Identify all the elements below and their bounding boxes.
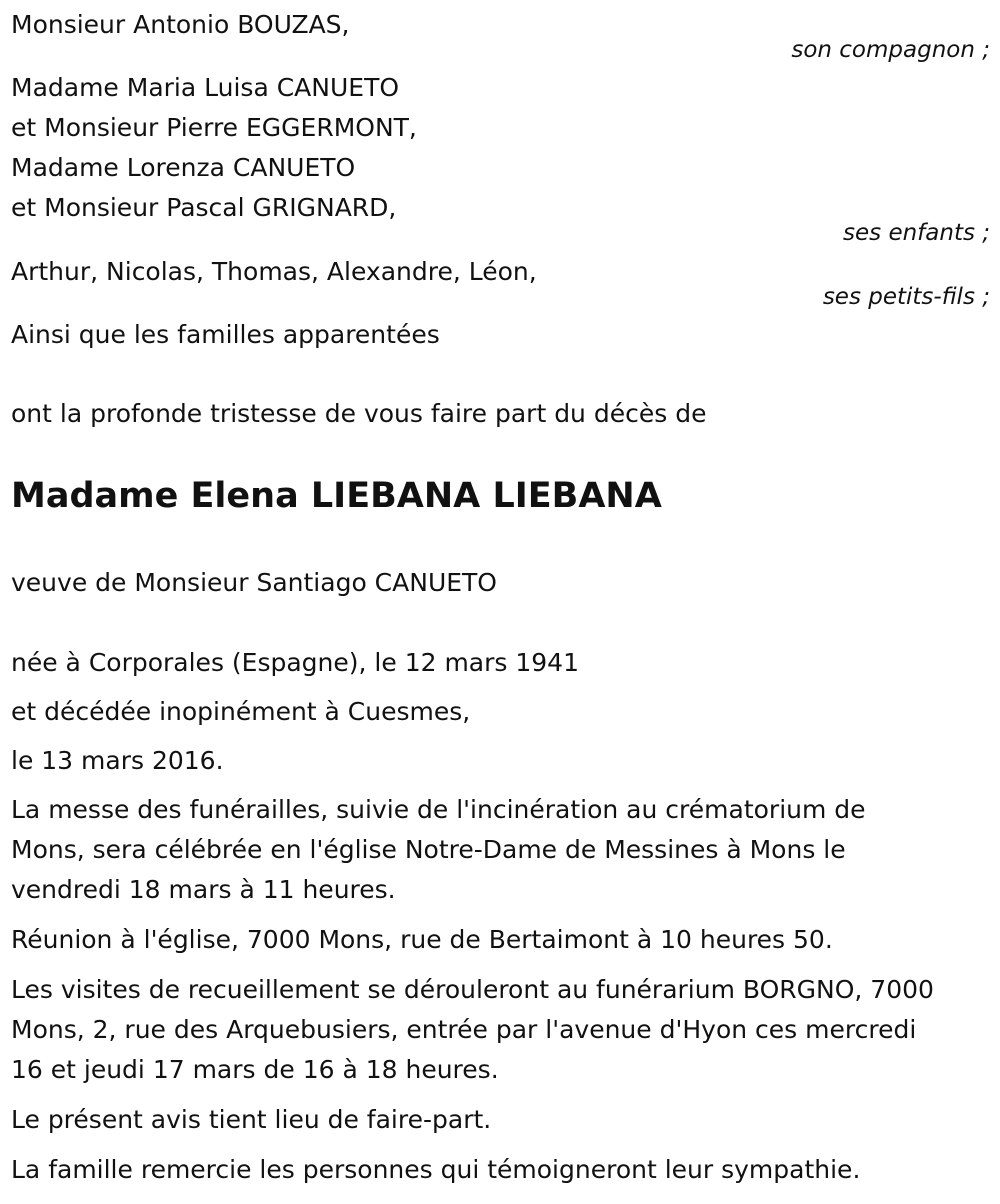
death-line: et décédée inopinément à Cuesmes,	[11, 697, 471, 726]
partner-name: Monsieur Antonio BOUZAS,	[11, 10, 350, 39]
relatives-line: Ainsi que les familles apparentées	[11, 320, 440, 349]
children-role: ses enfants ;	[843, 220, 990, 246]
birth-line: née à Corporales (Espagne), le 12 mars 1941	[11, 648, 579, 677]
child-line: Madame Maria Luisa CANUETO	[11, 73, 400, 102]
child-line: et Monsieur Pascal GRIGNARD,	[11, 193, 397, 222]
deceased-name: Madame Elena LIEBANA LIEBANA	[11, 476, 662, 516]
thanks-line: La famille remercie les personnes qui témoigneront leur sympathie.	[11, 1155, 861, 1184]
child-line: Madame Lorenza CANUETO	[11, 153, 356, 182]
announcement-line: ont la profonde tristesse de vous faire part du décès de	[11, 399, 707, 428]
widow-of-line: veuve de Monsieur Santiago CANUETO	[11, 568, 497, 597]
visits-line: Mons, 2, rue des Arquebusiers, entrée par l'avenue d'Hyon ces mercredi	[11, 1015, 917, 1044]
visits-line: Les visites de recueillement se dérouleront au funérarium BORGNO, 7000	[11, 975, 934, 1004]
grandchildren-role: ses petits-fils ;	[822, 284, 990, 310]
death-date-line: le 13 mars 2016.	[11, 746, 224, 775]
visits-line: 16 et jeudi 17 mars de 16 à 18 heures.	[11, 1055, 499, 1084]
child-line: et Monsieur Pierre EGGERMONT,	[11, 113, 417, 142]
mass-line: Mons, sera célébrée en l'église Notre-Dame de Messines à Mons le	[11, 835, 846, 864]
mass-line: La messe des funérailles, suivie de l'incinération au crématorium de	[11, 795, 866, 824]
grandchildren-names: Arthur, Nicolas, Thomas, Alexandre, Léon,	[11, 257, 537, 286]
mass-line: vendredi 18 mars à 11 heures.	[11, 875, 396, 904]
meeting-line: Réunion à l'église, 7000 Mons, rue de Bertaimont à 10 heures 50.	[11, 925, 833, 954]
partner-role: son compagnon ;	[791, 37, 990, 63]
notice-line: Le présent avis tient lieu de faire-part.	[11, 1105, 492, 1134]
